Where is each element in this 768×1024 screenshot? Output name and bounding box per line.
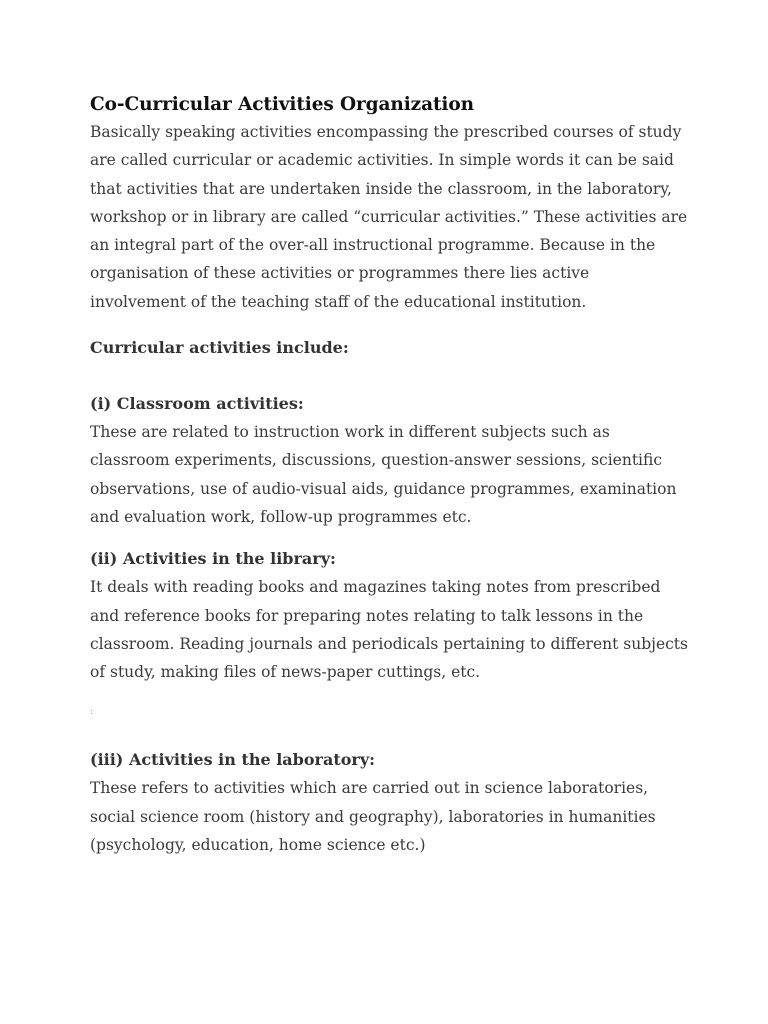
document-page <box>90 92 690 859</box>
section-heading-laboratory: (iii) Activities in the laboratory: <box>90 750 376 770</box>
include-heading: Curricular activities include: <box>90 338 349 358</box>
section-body-classroom: These are related to instruction work in different subjects such as classroom experiments, discussions, question-answer sessions, scientific observations, use of audio-visual aids, guidance programmes, examination and evaluation work, follow-up programmes etc. <box>90 423 677 526</box>
section-heading-classroom: (i) Classroom activities: <box>90 394 304 414</box>
section-body-laboratory: These refers to activities which are carried out in science laboratories, social science room (history and geography), laboratories in humanities (psychology, education, home science etc.) <box>90 779 656 855</box>
section-body-library: It deals with reading books and magazines taking notes from prescribed and reference books for preparing notes relating to talk lessons in the classroom. Reading journals and periodicals pertaining to different subjects of study, making files of news-paper cuttings, etc. <box>90 578 688 682</box>
separator-mark: : <box>90 707 94 718</box>
document-title: Co-Curricular Activities Organization <box>90 94 474 115</box>
section-heading-library: (ii) Activities in the library: <box>90 549 336 569</box>
intro-paragraph: Basically speaking activities encompassing the prescribed courses of study are called curricular or academic activities. In simple words it can be said that activities that are undertaken inside the classroom, in the laboratory, workshop or in library are called “curricular activities.” These activities are an integral part of the over-all instructional programme. Because in the organisation of these activities or programmes there lies active involvement of the teaching staff of the educational institution. <box>90 123 688 311</box>
